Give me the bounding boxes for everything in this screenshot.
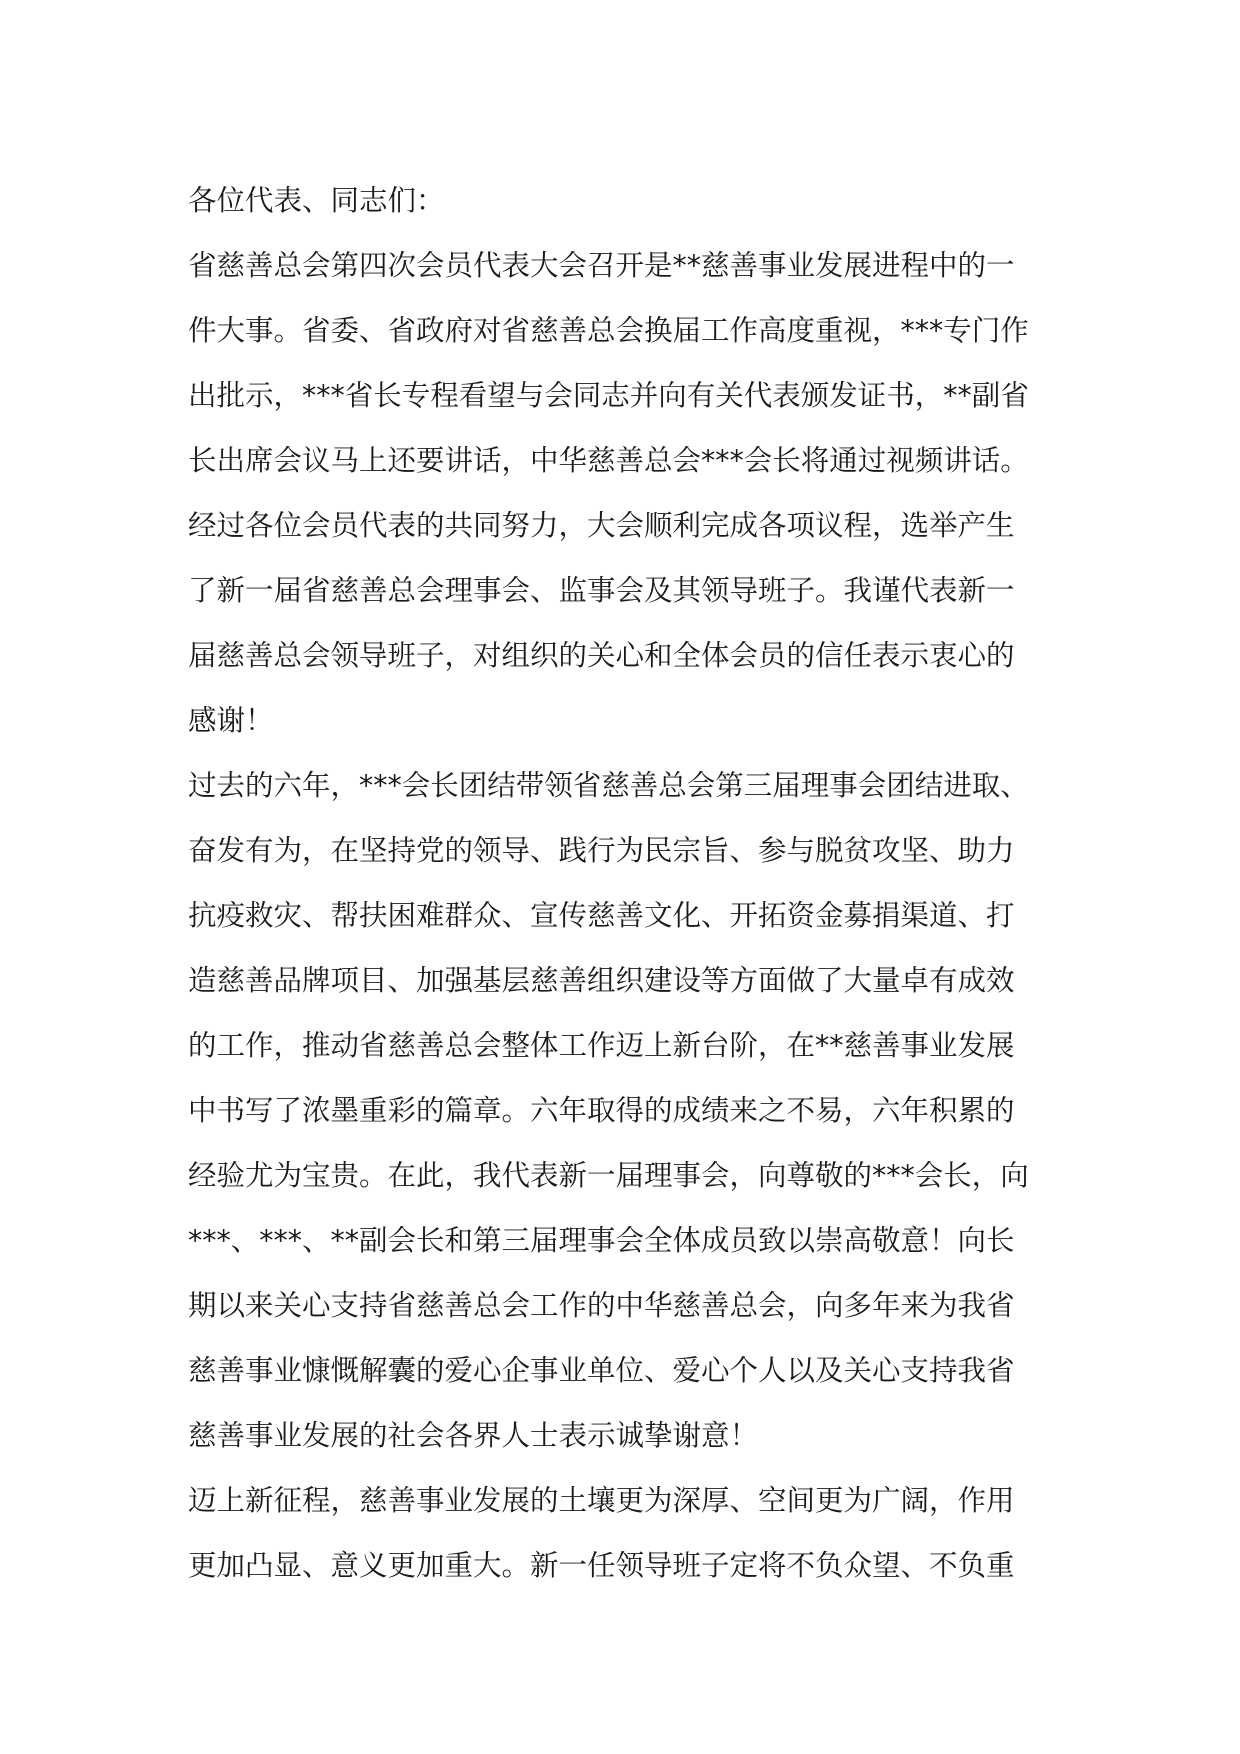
text-line: 省慈善总会第四次会员代表大会召开是**慈善事业发展进程中的一 (188, 249, 1015, 282)
text-line: 奋发有为，在坚持党的领导、践行为民宗旨、参与脱贫攻坚、助力 (188, 834, 1015, 867)
text-line: 慈善事业慷慨解囊的爱心企事业单位、爱心个人以及关心支持我省 (188, 1354, 1015, 1387)
text-line: 的工作，推动省慈善总会整体工作迈上新台阶，在**慈善事业发展 (188, 1029, 1015, 1062)
text-line: ***、***、**副会长和第三届理事会全体成员致以崇高敬意！向长 (188, 1224, 1015, 1257)
text-line: 感谢！ (188, 704, 274, 737)
text-line: 慈善事业发展的社会各界人士表示诚挚谢意！ (188, 1419, 759, 1452)
text-line: 长出席会议马上还要讲话，中华慈善总会***会长将通过视频讲话。 (188, 444, 1029, 477)
text-line-salutation: 各位代表、同志们： (188, 184, 445, 217)
speech-body (188, 168, 1058, 1598)
text-line: 期以来关心支持省慈善总会工作的中华慈善总会，向多年来为我省 (188, 1289, 1015, 1322)
text-line: 件大事。省委、省政府对省慈善总会换届工作高度重视，***专门作 (188, 314, 1029, 347)
text-line: 了新一届省慈善总会理事会、监事会及其领导班子。我谨代表新一 (188, 574, 1015, 607)
text-line: 更加凸显、意义更加重大。新一任领导班子定将不负众望、不负重 (188, 1549, 1015, 1582)
text-line: 过去的六年，***会长团结带领省慈善总会第三届理事会团结进取、 (188, 769, 1029, 802)
text-line: 经验尤为宝贵。在此，我代表新一届理事会，向尊敬的***会长，向 (188, 1159, 1029, 1192)
text-line: 出批示，***省长专程看望与会同志并向有关代表颁发证书，**副省 (188, 379, 1029, 412)
text-line: 经过各位会员代表的共同努力，大会顺利完成各项议程，选举产生 (188, 509, 1015, 542)
text-line: 迈上新征程，慈善事业发展的土壤更为深厚、空间更为广阔，作用 (188, 1484, 1015, 1517)
text-line: 届慈善总会领导班子，对组织的关心和全体会员的信任表示衷心的 (188, 639, 1015, 672)
text-line: 中书写了浓墨重彩的篇章。六年取得的成绩来之不易，六年积累的 (188, 1094, 1015, 1127)
text-line: 抗疫救灾、帮扶困难群众、宣传慈善文化、开拓资金募捐渠道、打 (188, 899, 1015, 932)
text-line: 造慈善品牌项目、加强基层慈善组织建设等方面做了大量卓有成效 (188, 964, 1015, 997)
